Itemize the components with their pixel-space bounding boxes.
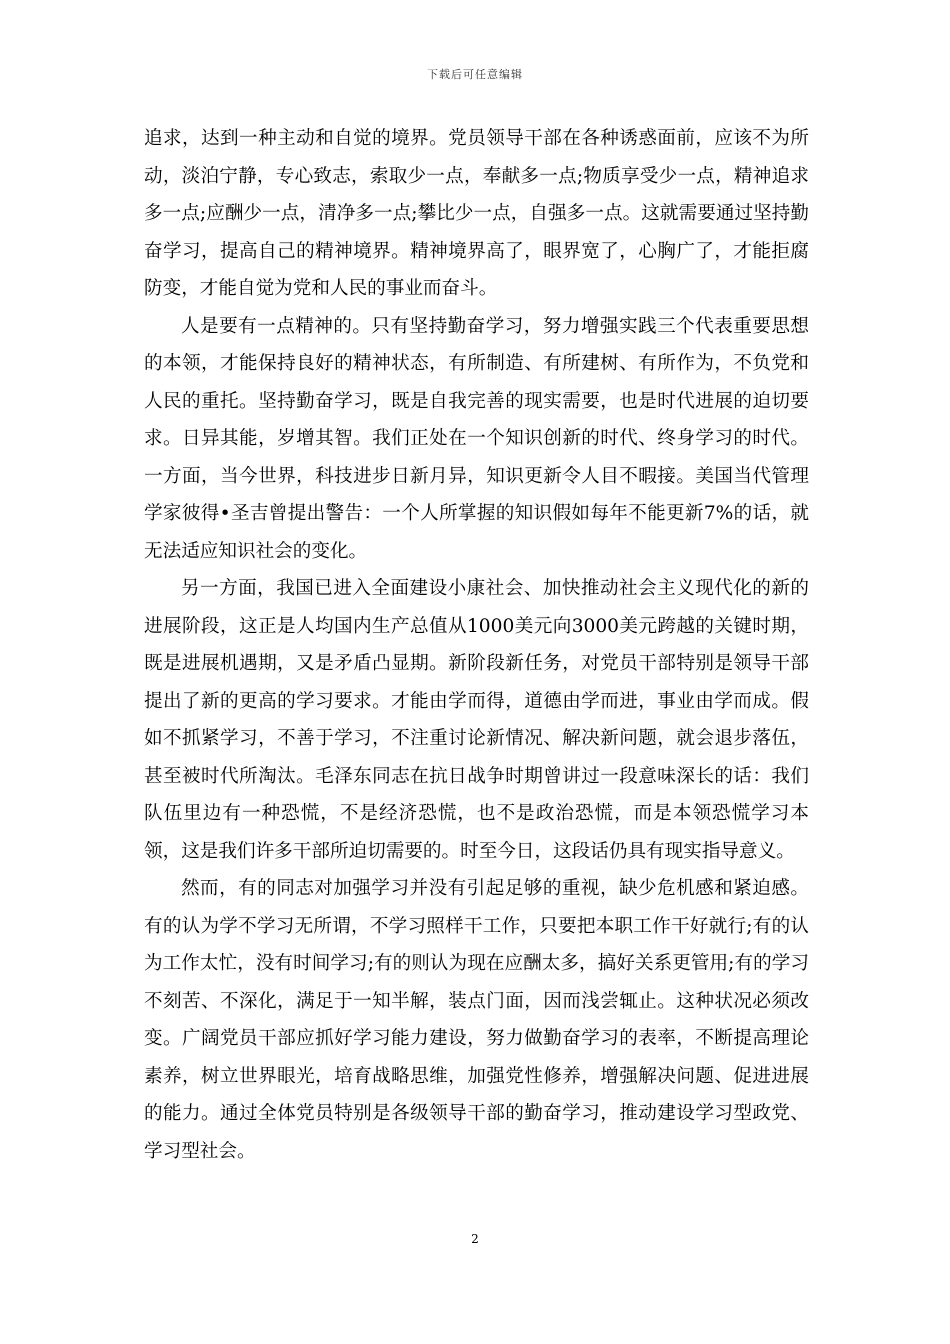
paragraph-4: 然而，有的同志对加强学习并没有引起足够的重视，缺少危机感和紧迫感。有的认为学不学习无所谓，不学习照样干工作，只要把本职工作干好就行;有的认为工作太忙，没有时间学习;有的则认为现在应酬太多，搞好关系更管用;有的学习不刻苦、不深化，满足于一知半解，装点门面，因而浅尝辄止。这种状况必须改变。广阔党员干部应抓好学习能力建设，努力做勤奋学习的表率，不断提高理论素养，树立世界眼光，培育战略思维，加强党性修养，增强解决问题、促进进展的能力。通过全体党员特别是各级领导干部的勤奋学习，推动建设学习型政党、学习型社会。 bbox=[144, 878, 809, 1162]
paragraph-1: 追求，达到一种主动和自觉的境界。党员领导干部在各种诱惑面前，应该不为所动，淡泊宁静，专心致志，索取少一点，奉献多一点;物质享受少一点，精神追求多一点;应酬少一点，清净多一点;攀比少一点，自强多一点。这就需要通过坚持勤奋学习，提高自己的精神境界。精神境界高了，眼界宽了，心胸广了，才能拒腐防变，才能自觉为党和人民的事业而奋斗。 bbox=[144, 128, 809, 299]
paragraph-3: 另一方面，我国已进入全面建设小康社会、加快推动社会主义现代化的新的进展阶段，这正是人均国内生产总值从1000美元向3000美元跨越的关键时期，既是进展机遇期，又是矛盾凸显期。新阶段新任务，对党员干部特别是领导干部提出了新的更高的学习要求。才能由学而得，道德由学而进，事业由学而成。假如不抓紧学习，不善于学习，不注重讨论新情况、解决新问题，就会退步落伍，甚至被时代所淘汰。毛泽东同志在抗日战争时期曾讲过一段意味深长的话：我们队伍里边有一种恐慌，不是经济恐慌，也不是政治恐慌，而是本领恐慌学习本领，这是我们许多干部所迫切需要的。时至今日，这段话仍具有现实指导意义。 bbox=[144, 578, 809, 862]
document-body bbox=[144, 120, 809, 1170]
page-header: 下载后可任意编辑 bbox=[427, 68, 523, 81]
paragraph-2: 人是要有一点精神的。只有坚持勤奋学习，努力增强实践三个代表重要思想的本领，才能保持良好的精神状态，有所制造、有所建树、有所作为，不负党和人民的重托。坚持勤奋学习，既是自我完善的现实需要，也是时代进展的迫切要求。日异其能，岁增其智。我们正处在一个知识创新的时代、终身学习的时代。一方面，当今世界，科技进步日新月异，知识更新令人目不暇接。美国当代管理学家彼得•圣吉曾提出警告：一个人所掌握的知识假如每年不能更新7%的话，就无法适应知识社会的变化。 bbox=[144, 315, 809, 562]
page-number: 2 bbox=[471, 1232, 479, 1246]
